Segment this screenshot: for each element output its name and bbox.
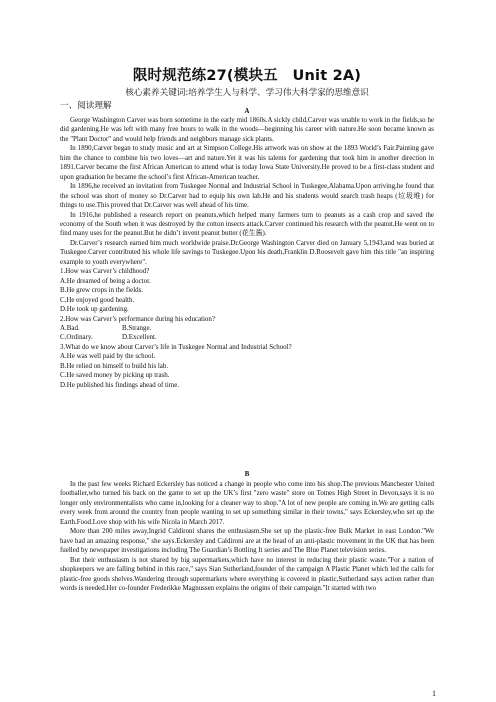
paragraph: Dr.Carver’s research earned him much worldwide praise.Dr.George Washington Carver died on January 5,1943,and was buried at Tuskegee.Carver contributed his whole life savings to Tuskegee.Upon his death,Franklin D.Roosevelt gave him this title "an inspiring example to youth everywhere".	[60, 238, 434, 266]
answer-option: B.Strange.	[122, 323, 152, 332]
answer-option: D.He published his findings ahead of time.	[60, 380, 180, 389]
page-title: 限时规范练27(模块五 Unit 2A)	[132, 68, 362, 84]
answer-option: A.He dreamed of being a doctor.	[60, 276, 151, 285]
passage-b	[60, 480, 434, 593]
answer-option: C.Ordinary.	[60, 333, 93, 342]
passage-b-label: B	[244, 471, 250, 478]
answer-option: B.He grew crops in the fields.	[60, 286, 144, 295]
answer-option: B.He relied on himself to build his lab.	[60, 361, 169, 370]
passage-a-label: A	[244, 108, 250, 115]
answer-option: A.Bad.	[60, 323, 80, 332]
question	[60, 315, 434, 343]
answer-option: C.He enjoyed good health.	[60, 295, 135, 304]
paragraph: George Washington Carver was born sometime in the early mid 1860s.A sickly child,Carver was unable to work in the fields,so he did gardening.He was left with many free hours to walk in the woods—beginning his career with nature.He soon became known as the "Plant Doctor" and would help friends and neighbors manage sick plants.	[60, 116, 434, 143]
paragraph: More than 200 miles away,Ingrid Caldironi shares the enthusiasm.She set up the plastic-free Bulk Market in east London."We have had an amazing response," she says.Eckersley and Caldironi are at the head of an anti-plastic movement in the UK that has been fuelled by newspaper investigations including The Guardian’s Bottling It series and The Blue Planet television series.	[60, 527, 434, 555]
answer-option: D.He took up gardening.	[60, 305, 129, 314]
section-heading: 一、阅读理解	[60, 101, 112, 111]
document-page	[60, 0, 434, 702]
paragraph: In 1916,he published a research report on peanuts,which helped many farmers turn to peanuts as a cash crop and saved the economy of the South when it was destroyed by the cotton insects attack.Carver continued his research with the peanut.He went on to find many uses for the peanut.But he didn’t invent peanut butter (花生酱).	[60, 210, 434, 238]
question	[60, 267, 434, 314]
answer-option: D.Excellent.	[122, 333, 157, 342]
question	[60, 343, 434, 390]
answer-option: A.He was well paid by the school.	[60, 352, 156, 361]
paragraph: In 1896,he received an invitation from Tuskegee Normal and Industrial School in Tuskegee,Alabama.Upon arriving,he found that the school was short of money so Dr.Carver had to equip his own lab.He and his students would search trash heaps (垃圾堆) for things to use.This proved that Dr.Carver was well ahead of his time.	[60, 182, 434, 210]
passage-a	[60, 116, 434, 390]
answer-option: C.He saved money by picking up trash.	[60, 371, 170, 380]
paragraph: In 1890,Carver began to study music and art at Simpson College.His artwork was on show at the 1893 World’s Fair.Painting gave him the chance to combine his two loves—art and nature.Yet it was his talents for gardening that took him in another direction in 1891.Carver became the first African American to attend what is today Iowa State University.He proved to be a first-class student and upon graduation he became the school’s first African-American teacher.	[60, 144, 434, 181]
page-number: 1	[432, 689, 436, 698]
paragraph: In the past few weeks Richard Eckersley has noticed a change in people who come into his shop.The previous Manchester United footballer,who turned his back on the game to set up the UK’s first "zero waste" store on Totnes High Street in Devon,says it is no longer only environmentalists who came in,looking for a cleaner way to shop."A lot of new people are coming in.We are getting calls every week from around the country from people wanting to set up something similar in their towns," says Eckersley,who set up the Earth.Food.Love shop with his wife Nicola in March 2017.	[60, 480, 434, 526]
question-stem: 1.How was Carver’s childhood?	[60, 267, 150, 276]
paragraph: But their enthusiasm is not shared by big supermarkets,which have no interest in reducing their plastic waste."For a nation of shopkeepers we are falling behind in this race," says Sian Sutherland,founder of the campaign A Plastic Planet which led the calls for plastic-free goods shelves.Wandering through supermarkets where everything is covered in plastic,Sutherland says action rather than words is needed.Her co-founder Frederikke Magnussen explains the origins of their campaign."It started with two	[60, 555, 434, 592]
page-subtitle: 核心素养关键词:培养学生人与科学、学习伟大科学家的思维意识	[125, 88, 369, 98]
question-stem: 3.What do we know about Carver’s life in Tuskegee Normal and Industrial School?	[60, 342, 292, 351]
question-stem: 2.How was Carver’s performance during his education?	[60, 314, 215, 323]
